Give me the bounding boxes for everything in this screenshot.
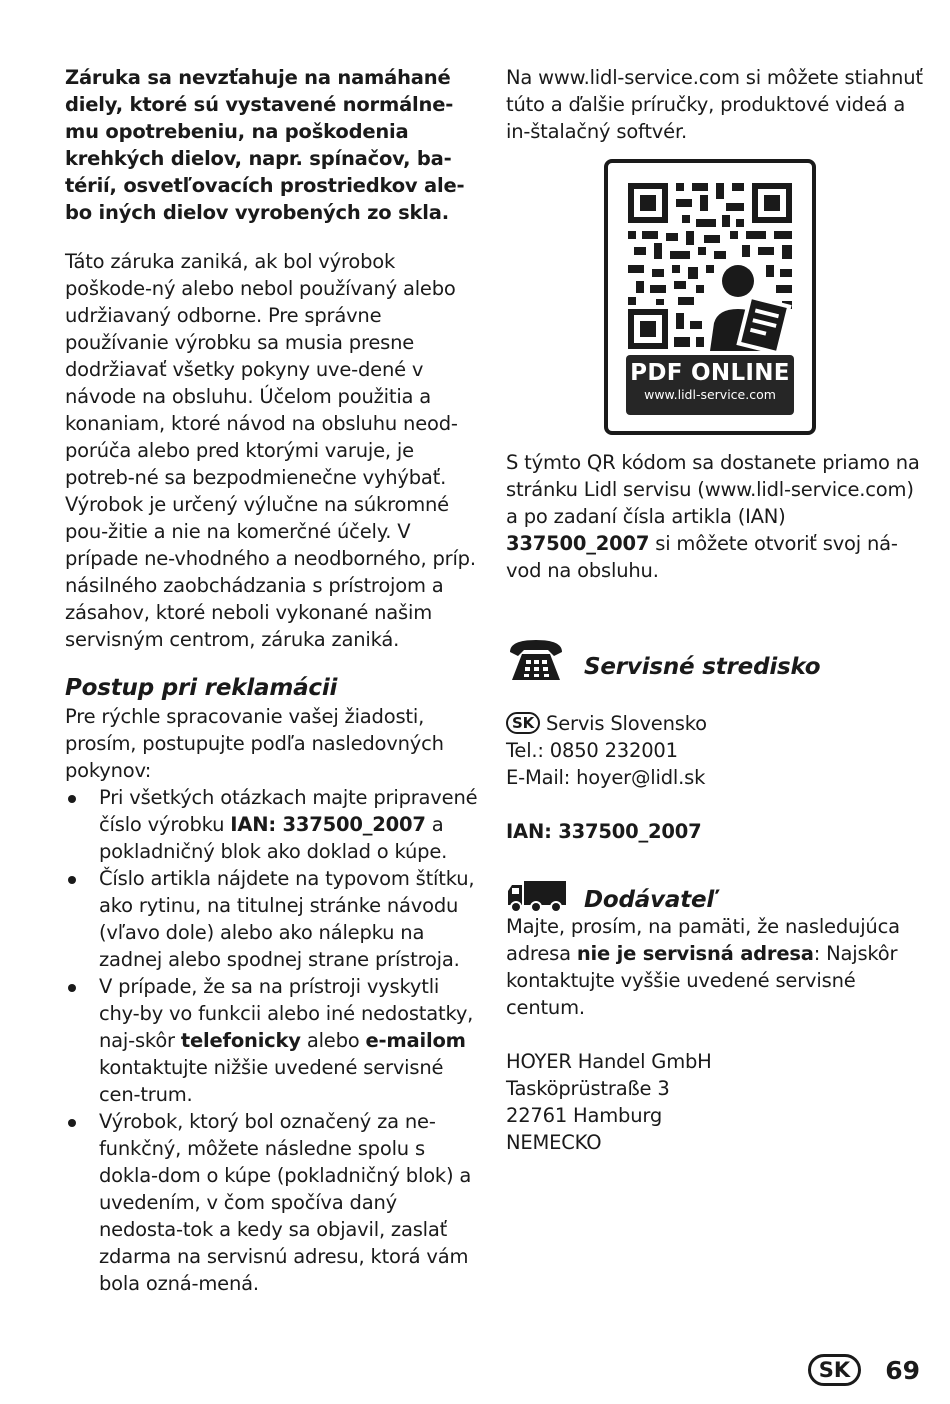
supplier-heading-row	[506, 881, 926, 913]
right-column	[506, 64, 926, 1156]
page-number: 69	[885, 1355, 920, 1385]
pdf-online-title: PDF ONLINE	[630, 360, 790, 386]
claims-list	[65, 784, 483, 1297]
supplier-heading: Dodávateľ	[584, 887, 715, 913]
address-line: HOYER Handel GmbH	[506, 1050, 712, 1073]
truck-icon	[506, 881, 566, 913]
warranty-exclusion-warning: Záruka sa nevzťahuje na namáhané diely, ktoré sú vystavené normálne-mu opotrebeniu, na poškodenia krehkých dielov, napr. spínačov, ba-térií, osvetľovacích prostriedkov ale-bo iných dielov vyrobených zo skla.	[65, 66, 465, 224]
download-intro: Na www.lidl-service.com si môžete stiahnuť túto a ďalšie príručky, produktové videá a in-štalačný softvér.	[506, 66, 923, 143]
claims-heading: Postup pri reklamácii	[65, 675, 338, 701]
service-center-heading: Servisné stredisko	[584, 654, 821, 680]
qr-instructions: S týmto QR kódom sa dostanete priamo na stránku Lidl servisu (www.lidl-service.com) a po zadaní čísla artikla (IAN) 337500_2007 si môžete otvoriť svoj ná-vod na obsluhu.	[506, 451, 920, 582]
list-item: V prípade, že sa na prístroji vyskytli chy-by vo funkcii alebo iné nedostatky, naj-skôr telefonicky alebo e-mailom kontaktujte nižšie uvedené servisné cen-trum.	[65, 973, 483, 1108]
warranty-void-paragraph: Táto záruka zaniká, ak bol výrobok poškode-ný alebo nebol používaný alebo udržiavaný odborne. Pre správne používanie výrobku sa musia presne dodržiavať všetky pokyny uve-dené v návode na obsluhu. Účelom použitia a konaniam, ktoré návod na obsluhu neod-porúča alebo pred ktorými varuje, je potreb-né sa bezpodmienečne vyhýbať.	[65, 250, 458, 489]
language-badge: SK	[808, 1354, 861, 1386]
service-email: E-Mail: hoyer@lidl.sk	[506, 766, 706, 789]
qr-code-label	[626, 355, 794, 415]
ian-label: IAN: 337500_2007	[506, 820, 702, 843]
left-column	[65, 64, 483, 1297]
list-item: Výrobok, ktorý bol označený za ne-funkčný, môžete následne spolu s dokla-dom o kúpe (pokladničný blok) a uvedením, v čom spočíva daný nedosta-tok a kedy sa objavil, zaslať zdarma na servisnú adresu, ktorá vám bola ozná-mená.	[65, 1108, 483, 1297]
qr-url: www.lidl-service.com	[644, 387, 776, 402]
qr-code-icon	[626, 181, 794, 351]
bullet-icon	[68, 876, 76, 884]
service-phone: Tel.: 0850 232001	[506, 739, 678, 762]
ian-number: IAN: 337500_2007	[230, 813, 426, 836]
supplier-note: Majte, prosím, na pamäti, že nasledujúca adresa nie je servisná adresa: Najskôr kontaktujte vyššie uvedené servisné centum.	[506, 915, 900, 1019]
page-footer	[808, 1354, 920, 1386]
bullet-icon	[68, 795, 76, 803]
service-name: SK Servis Slovensko	[506, 710, 926, 737]
qr-code-card	[604, 159, 816, 435]
bullet-icon	[68, 984, 76, 992]
service-heading-row	[506, 636, 926, 682]
supplier-address	[506, 1048, 926, 1156]
claims-intro: Pre rýchle spracovanie vašej žiadosti, prosím, postupujte podľa nasledovných pokynov:	[65, 705, 444, 782]
private-use-paragraph: Výrobok je určený výlučne na súkromné pou-žitie a nie na komerčné účely. V prípade ne-vhodného a neodborného, príp. násilného zaobchádzania s prístrojom a zásahov, ktoré neboli vykonané našim servisným centrom, záruka zaniká.	[65, 493, 476, 651]
address-line: NEMECKO	[506, 1131, 602, 1154]
telephone-icon	[506, 636, 566, 682]
address-line: Tasköprüstraße 3	[506, 1077, 670, 1100]
address-line: 22761 Hamburg	[506, 1104, 663, 1127]
ian-number: 337500_2007	[506, 532, 650, 555]
list-item: Číslo artikla nájdete na typovom štítku, ako rytinu, na titulnej stránke návodu (vľavo dole) alebo ako nálepku na zadnej alebo spodnej strane prístroja.	[65, 865, 483, 973]
bullet-icon	[68, 1119, 76, 1127]
list-item: Pri všetkých otázkach majte pripravené číslo výrobku IAN: 337500_2007 a pokladničný blok ako doklad o kúpe.	[65, 784, 483, 865]
country-badge: SK	[506, 712, 540, 734]
